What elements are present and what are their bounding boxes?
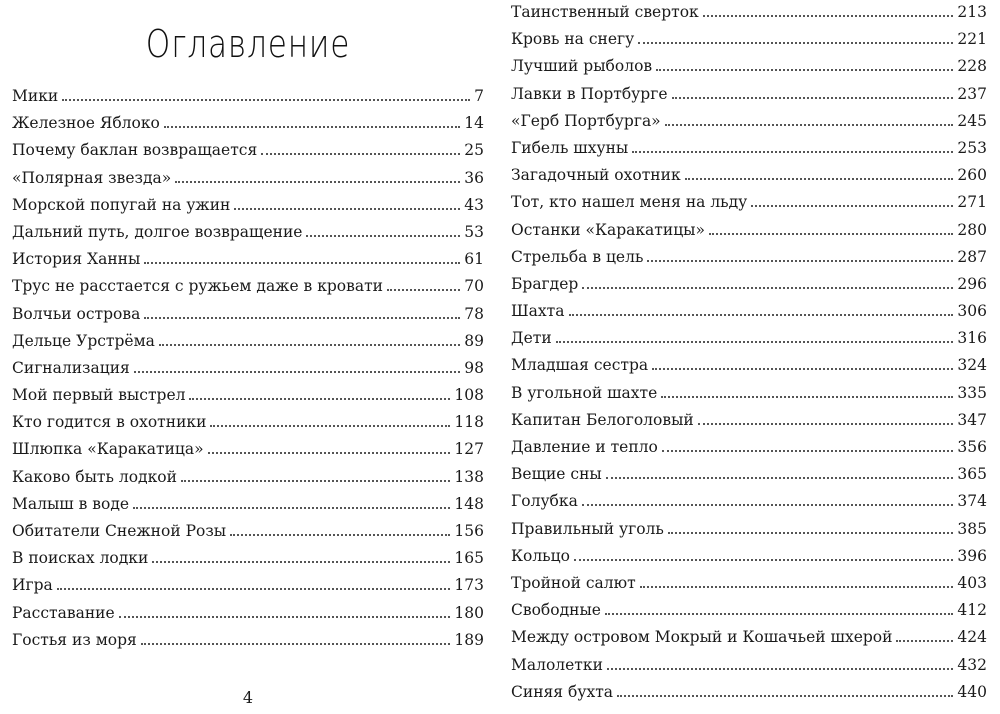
toc-entry-page: 36 — [464, 168, 484, 187]
toc-entry — [12, 192, 484, 219]
toc-entry-title: Капитан Белоголовый — [511, 410, 694, 429]
toc-entry-page: 98 — [464, 358, 484, 377]
toc-entry — [511, 135, 987, 162]
dot-leader — [175, 181, 460, 183]
toc-entry — [511, 380, 987, 407]
toc-entry-page: 253 — [957, 138, 987, 157]
toc-entry — [511, 543, 987, 570]
toc-entry — [511, 162, 987, 189]
dot-leader — [617, 695, 953, 697]
toc-entry-title: Лавки в Портбурге — [511, 84, 668, 103]
toc-entry — [12, 219, 484, 246]
toc-entry-page: 14 — [464, 114, 484, 133]
toc-entry-title: Кольцо — [511, 546, 570, 565]
toc-entry-page: 324 — [957, 356, 987, 375]
toc-entry — [511, 597, 987, 624]
toc-entry-title: Синяя бухта — [511, 682, 614, 701]
toc-entry — [511, 53, 987, 80]
toc-entry-title: Тройной салют — [511, 573, 636, 592]
toc-entry — [511, 271, 987, 298]
toc-entry-page: 108 — [454, 386, 484, 405]
dot-leader — [141, 643, 451, 645]
toc-entry-title: Шахта — [511, 302, 565, 321]
dot-leader — [569, 314, 954, 316]
toc-entry — [511, 0, 987, 26]
toc-entry-page: 180 — [454, 603, 484, 622]
toc-entry — [12, 83, 484, 110]
dot-leader — [605, 613, 953, 615]
toc-entry-page: 396 — [957, 546, 987, 565]
dot-leader — [159, 344, 460, 346]
toc-list-right — [511, 0, 987, 706]
toc-entry-page: 156 — [454, 522, 484, 540]
toc-entry-page: 89 — [464, 331, 484, 350]
dot-leader — [662, 450, 954, 452]
toc-entry-page: 296 — [957, 274, 987, 293]
toc-entry-title: В поисках лодки — [12, 549, 149, 568]
toc-entry — [511, 298, 987, 325]
toc-entry-page: 260 — [957, 166, 987, 185]
toc-entry-page: 173 — [454, 576, 484, 595]
toc-entry — [511, 652, 987, 679]
toc-entry — [511, 217, 987, 244]
toc-entry-page: 280 — [957, 220, 987, 239]
toc-entry-title: Малолетки — [511, 655, 603, 674]
toc-entry-title: Волчьи острова — [12, 304, 141, 323]
dot-leader — [234, 208, 460, 210]
right-page — [511, 0, 987, 714]
dot-leader — [133, 507, 450, 509]
toc-entry-page: 306 — [957, 302, 987, 321]
toc-entry-title: Трус не расстается с ружьем даже в кровати — [12, 277, 384, 296]
toc-entry-page: 70 — [464, 277, 484, 296]
toc-entry — [511, 624, 987, 651]
toc-entry — [511, 516, 987, 543]
dot-leader — [62, 99, 470, 101]
toc-entry-title: Правильный уголь — [511, 519, 664, 538]
dot-leader — [144, 317, 460, 319]
toc-entry-title: Железное Яблоко — [12, 114, 160, 133]
toc-entry-page: 316 — [957, 329, 987, 348]
toc-entry — [12, 382, 484, 409]
toc-entry-page: 347 — [957, 410, 987, 429]
toc-entry-page: 356 — [957, 438, 987, 456]
toc-entry — [12, 301, 484, 328]
dot-leader — [210, 425, 450, 427]
toc-entry-title: Обитатели Снежной Розы — [12, 522, 227, 540]
toc-entry-page: 78 — [464, 304, 484, 323]
dot-leader — [652, 368, 953, 370]
toc-entry — [12, 436, 484, 463]
dot-leader — [656, 69, 953, 71]
toc-entry-page: 245 — [957, 111, 987, 130]
left-page — [12, 0, 484, 714]
toc-entry-page: 440 — [957, 682, 987, 701]
toc-entry-title: Мики — [12, 87, 59, 105]
toc-entry-title: Лучший рыболов — [511, 57, 653, 76]
toc-entry-page: 138 — [454, 467, 484, 486]
toc-entry-title: Дельце Урстрёма — [12, 331, 155, 350]
toc-entry — [511, 81, 987, 108]
dot-leader — [261, 153, 460, 155]
toc-entry-title: Гибель шхуны — [511, 138, 629, 157]
dot-leader — [685, 178, 954, 180]
toc-entry — [511, 244, 987, 271]
toc-entry-title: Дети — [511, 329, 552, 348]
toc-entry-page: 53 — [464, 222, 484, 241]
toc-entry — [511, 461, 987, 488]
toc-title: Оглавление — [145, 22, 351, 66]
dot-leader — [230, 534, 450, 536]
toc-entry — [12, 409, 484, 436]
toc-entry — [12, 137, 484, 164]
dot-leader — [152, 561, 450, 563]
toc-entry-page: 335 — [957, 383, 987, 402]
toc-entry-page: 365 — [957, 465, 987, 484]
toc-entry-title: Дальний путь, долгое возвращение — [12, 222, 303, 241]
dot-leader — [896, 640, 953, 642]
dot-leader — [164, 126, 460, 128]
toc-entry — [511, 325, 987, 352]
toc-entry-page: 165 — [454, 549, 484, 568]
toc-entry-page: 287 — [957, 247, 987, 266]
toc-entry-title: Кто годится в охотники — [12, 413, 207, 432]
dot-leader — [556, 341, 954, 343]
toc-entry — [12, 355, 484, 382]
dot-leader — [144, 262, 460, 264]
toc-entry-title: Шлюпка «Каракатица» — [12, 440, 204, 459]
dot-leader — [574, 559, 953, 561]
toc-entry — [511, 189, 987, 216]
toc-entry-title: «Полярная звезда» — [12, 168, 172, 187]
toc-entry-page: 189 — [454, 630, 484, 649]
dot-leader — [582, 287, 953, 289]
toc-entry-title: Стрельба в цель — [511, 247, 644, 266]
toc-entry-page: 127 — [454, 440, 484, 459]
toc-entry — [12, 328, 484, 355]
toc-entry-page: 385 — [957, 519, 987, 538]
toc-entry-title: Давление и тепло — [511, 438, 658, 456]
toc-entry-title: История Ханны — [12, 250, 141, 269]
dot-leader — [387, 289, 460, 291]
dot-leader — [632, 151, 953, 153]
toc-entry-title: Кровь на снегу — [511, 30, 635, 49]
toc-entry-page: 221 — [957, 30, 987, 49]
toc-entry-page: 25 — [464, 141, 484, 160]
dot-leader — [751, 205, 953, 207]
dot-leader — [672, 97, 954, 99]
toc-entry — [12, 600, 484, 627]
toc-entry-title: Расставание — [12, 603, 115, 622]
dot-leader — [607, 668, 954, 670]
toc-entry-title: Почему баклан возвращается — [12, 141, 258, 160]
toc-entry — [12, 627, 484, 654]
dot-leader — [698, 423, 954, 425]
dot-leader — [606, 477, 954, 479]
dot-leader — [638, 42, 953, 44]
toc-entry — [511, 434, 987, 461]
toc-entry-title: Мой первый выстрел — [12, 386, 186, 405]
toc-entry-title: Малыш в воде — [12, 494, 130, 513]
dot-leader — [640, 586, 954, 588]
dot-leader — [668, 532, 954, 534]
toc-entry — [511, 108, 987, 135]
toc-entry — [511, 679, 987, 706]
toc-entry-title: Морской попугай на ужин — [12, 195, 231, 214]
dot-leader — [709, 233, 953, 235]
toc-entry — [511, 488, 987, 515]
toc-entry-page: 237 — [957, 84, 987, 103]
toc-entry — [511, 407, 987, 434]
toc-entry — [12, 165, 484, 192]
dot-leader — [665, 124, 954, 126]
dot-leader — [582, 504, 954, 506]
toc-entry-title: Тот, кто нашел меня на льду — [511, 193, 748, 212]
toc-entry-page: 271 — [957, 193, 987, 212]
toc-entry-title: Вещие сны — [511, 465, 602, 484]
toc-entry — [12, 110, 484, 137]
dot-leader — [189, 398, 450, 400]
toc-entry-page: 432 — [957, 655, 987, 674]
toc-entry-title: В угольной шахте — [511, 383, 658, 402]
dot-leader — [703, 15, 954, 17]
toc-entry — [511, 570, 987, 597]
toc-entry — [12, 491, 484, 518]
toc-entry-title: Между островом Мокрый и Кошачьей шхерой — [511, 628, 893, 647]
toc-entry-title: Сигнализация — [12, 358, 130, 377]
toc-entry-page: 403 — [957, 573, 987, 592]
toc-entry-title: Каково быть лодкой — [12, 467, 177, 486]
toc-entry-title: Свободные — [511, 601, 601, 620]
toc-entry-title: Игра — [12, 576, 53, 595]
toc-entry-page: 7 — [474, 87, 484, 105]
toc-entry-title: Младшая сестра — [511, 356, 649, 375]
toc-entry-title: Таинственный сверток — [511, 3, 699, 21]
toc-entry-page: 118 — [454, 413, 484, 432]
dot-leader — [647, 260, 953, 262]
toc-entry-page: 374 — [957, 492, 987, 511]
page-number: 4 — [242, 688, 254, 707]
dot-leader — [208, 452, 451, 454]
toc-entry — [511, 352, 987, 379]
dot-leader — [306, 235, 460, 237]
toc-entry — [511, 26, 987, 53]
dot-leader — [134, 371, 460, 373]
toc-entry-page: 412 — [957, 601, 987, 620]
dot-leader — [661, 396, 953, 398]
toc-entry-title: Гостья из моря — [12, 630, 137, 649]
toc-entry-page: 424 — [957, 628, 987, 647]
toc-list-left — [12, 83, 484, 654]
toc-entry-page: 213 — [957, 3, 987, 21]
dot-leader — [119, 616, 451, 618]
toc-entry-title: Брагдер — [511, 274, 579, 293]
toc-entry — [12, 518, 484, 545]
toc-entry-title: Загадочный охотник — [511, 166, 681, 185]
toc-entry — [12, 545, 484, 572]
toc-entry-title: Останки «Каракатицы» — [511, 220, 705, 239]
toc-entry — [12, 464, 484, 491]
toc-entry-page: 228 — [957, 57, 987, 76]
toc-entry-page: 148 — [454, 494, 484, 513]
toc-entry — [12, 273, 484, 300]
toc-entry-title: «Герб Портбурга» — [511, 111, 661, 130]
dot-leader — [57, 588, 451, 590]
toc-entry — [12, 246, 484, 273]
toc-entry-page: 43 — [464, 195, 484, 214]
toc-entry-page: 61 — [464, 250, 484, 269]
dot-leader — [181, 480, 450, 482]
toc-entry-title: Голубка — [511, 492, 578, 511]
toc-entry — [12, 572, 484, 599]
